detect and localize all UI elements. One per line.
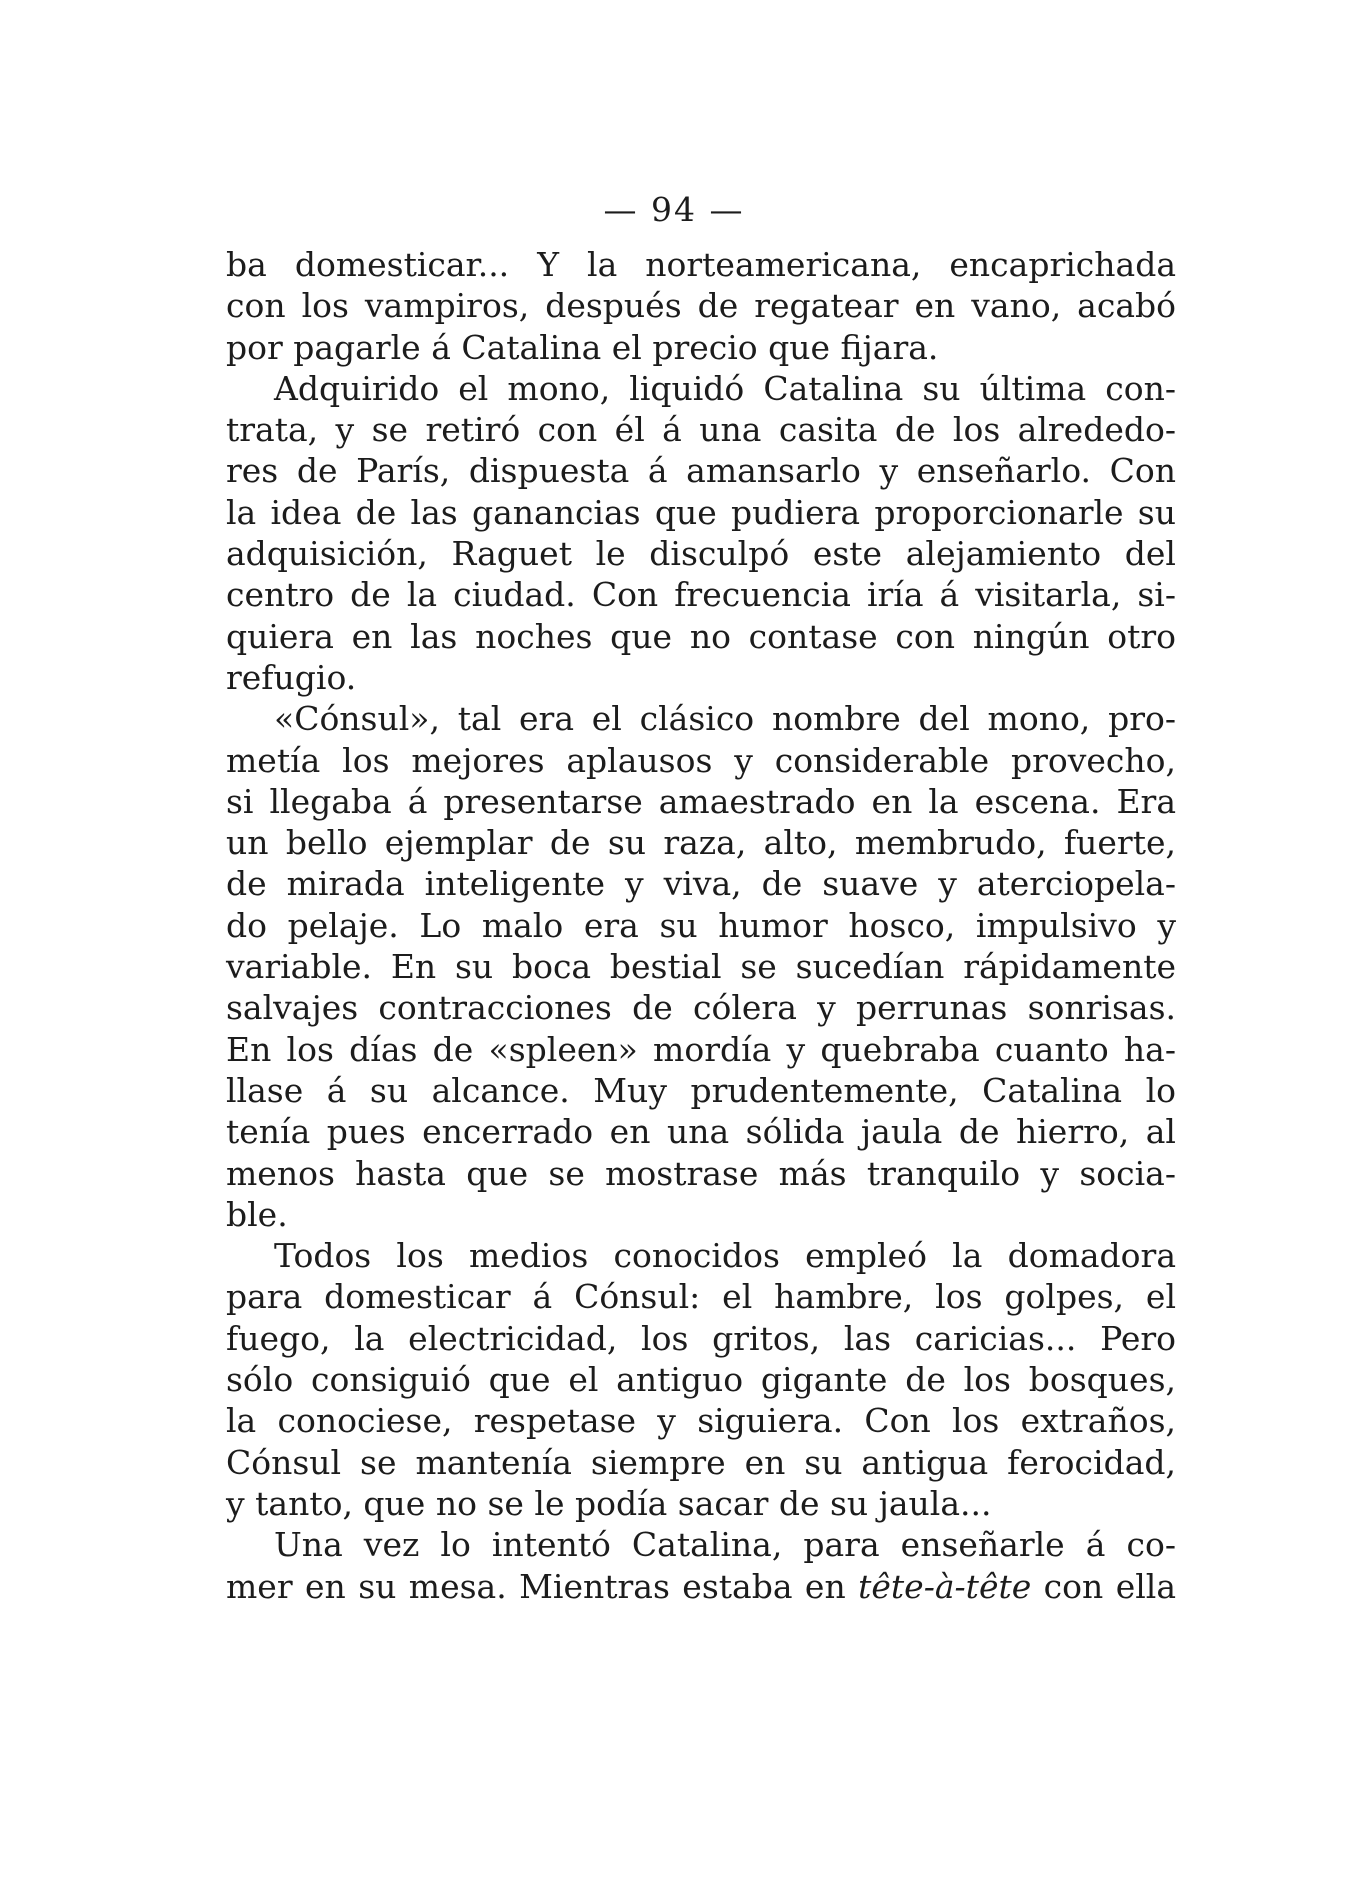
text-line: si llegaba á presentarse amaestrado en la escena. Era [226,781,1176,821]
text-line-with-italic [226,1566,1176,1607]
text-line: llase á su alcance. Muy prudentemente, Catalina lo [226,1070,1176,1110]
text-line: metía los mejores aplausos y considerable provecho, [226,740,1176,780]
text-line: quiera en las noches que no contase con ningún otro [226,616,1176,656]
text-line: menos hasta que se mostrase más tranquilo y socia- [226,1153,1176,1193]
text-line: trata, y se retiró con él á una casita de los alrededo- [226,410,1176,450]
text-line: «Cónsul», tal era el clásico nombre del mono, pro- [274,699,1176,739]
text-line: tenía pues encerrado en una sólida jaula de hierro, al [226,1112,1176,1152]
text-line: por pagarle á Catalina el precio que fijara. [226,327,939,367]
text-line: Adquirido el mono, liquidó Catalina su última con- [274,368,1176,408]
text-line: refugio. [226,657,357,697]
text-line: Cónsul se mantenía siempre en su antigua ferocidad, [226,1442,1176,1482]
text-line: fuego, la electricidad, los gritos, las caricias... Pero [226,1318,1176,1358]
text-line: y tanto, que no se le podía sacar de su jaula... [226,1483,992,1523]
text-line: para domesticar á Cónsul: el hambre, los golpes, el [226,1277,1176,1317]
italic-phrase: tête-à-tête [858,1566,1032,1606]
text-line: salvajes contracciones de cólera y perrunas sonrisas. [226,988,1176,1028]
text-line: con los vampiros, después de regatear en vano, acabó [226,286,1176,326]
text-line: ble. [226,1194,288,1234]
text-line: centro de la ciudad. Con frecuencia iría á visitarla, si- [226,575,1176,615]
text-line: do pelaje. Lo malo era su humor hosco, impulsivo y [226,905,1176,945]
text-line: adquisición, Raguet le disculpó este alejamiento del [226,534,1176,574]
text-line: Una vez lo intentó Catalina, para enseñarle á co- [274,1525,1176,1565]
text-line: un bello ejemplar de su raza, alto, membrudo, fuerte, [226,823,1176,863]
text-line: Todos los medios conocidos empleó la domadora [274,1236,1176,1276]
text-line: sólo consiguió que el antiguo gigante de los bosques, [226,1360,1176,1400]
text-line: la conociese, respetase y siguiera. Con los extraños, [226,1401,1176,1441]
text-line: En los días de «spleen» mordía y quebraba cuanto ha- [226,1029,1176,1069]
page-number: — 94 — [603,190,745,229]
text-segment: con ella [1031,1566,1177,1606]
text-line: variable. En su boca bestial se sucedían rápidamente [226,947,1176,987]
text-line: de mirada inteligente y viva, de suave y aterciopela- [226,864,1176,904]
text-line: ba domesticar... Y la norteamericana, encaprichada [226,245,1176,284]
text-line: la idea de las ganancias que pudiera proporcionarle su [226,492,1176,532]
text-segment: mer en su mesa. Mientras estaba en [226,1566,859,1606]
page-body-text [226,244,1176,1607]
text-line: res de París, dispuesta á amansarlo y enseñarlo. Con [226,451,1176,491]
